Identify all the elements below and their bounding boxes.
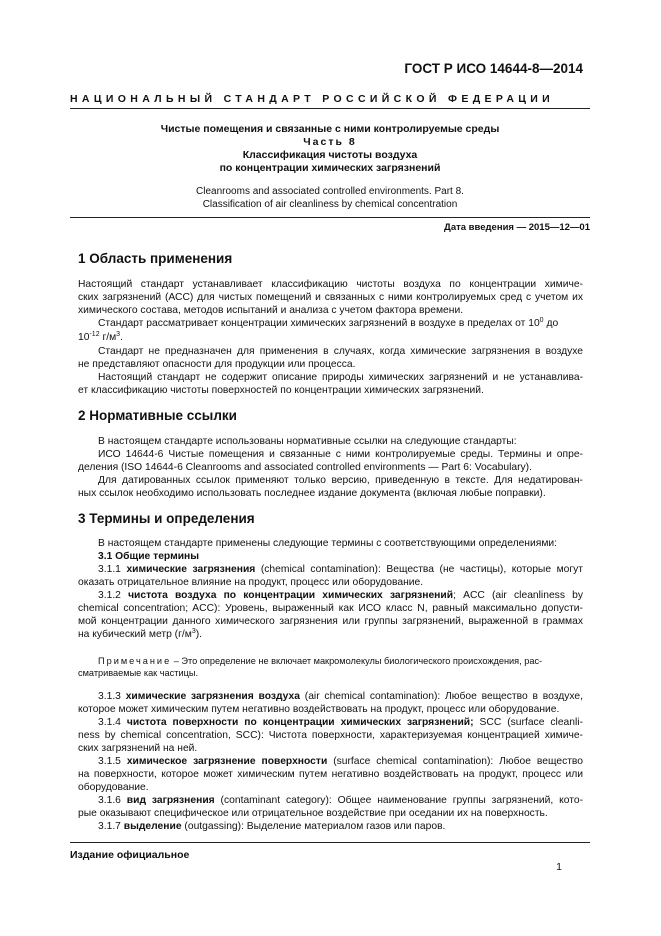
term-3-1-5-l1: 3.1.5 химическое загрязнение поверхности (surface chemical contamination): Любое вещество [98,756,584,767]
standard-type-banner: НАЦИОНАЛЬНЫЙ СТАНДАРТ РОССИЙСКОЙ ФЕДЕРАЦИИ [70,93,555,105]
s1-p4-l2: ет классификацию чистоты поверхностей по концентрации химических загрязнений. [78,385,484,396]
s2-p2-l2: деления (ISO 14644-6 Cleanrooms and associated controlled environments — Part 6: Vocabulary). [78,462,532,473]
title-part: Часть 8 [303,136,357,148]
title-line-3: Классификация чистоты воздуха [242,149,418,161]
section-1-heading: 1 Область применения [78,251,233,266]
s1-p1-l2: ских загрязнений (АСС) для чистых помещений и связанных с ними контролируемых сред с учетом их [78,292,583,303]
term-3-1-2-l1: 3.1.2 чистота воздуха по концентрации химических загрязнений; ACC (air cleanliness by [98,590,584,601]
edition-label: Издание официальное [70,849,190,861]
term-3-1-3-l2: которое может химическим путем негативно воздействовать на продукт, процесс или оборудование. [78,704,560,715]
term-3-1-4-l1: 3.1.4 чистота поверхности по концентрации химических загрязнений; SCC (surface cleanli- [98,717,583,728]
page-number: 1 [556,861,562,873]
term-3-1-6-l2: рые оказывают специфическое или отрицательное воздействие при оседании их на поверхность. [78,808,548,819]
term-3-1-5-l3: оборудование. [78,782,149,793]
term-3-1-7-l1: 3.1.7 выделение (outgassing): Выделение материалом газов или паров. [98,821,446,832]
term-3-1-2-l3: мой концентрации данного химического загрязнения или группы загрязнений, выраженной в граммах [78,616,583,627]
title-line-4: по концентрации химических загрязнений [219,162,441,174]
s1-p3-l1: Стандарт не предназначен для применения в случаях, когда химические загрязнения в воздухе [98,346,583,357]
term-3-1-2-l2: chemical concentration; ACC): Уровень, выраженный как ИСО класс N, равный максимально допусти- [78,603,583,614]
s1-p2-l2: $10^{-12}$ $г/м^3$. [78,331,123,343]
s3-sub-3-1: 3.1 Общие термины [98,551,200,562]
term-3-1-4-l2: ness by chemical concentration, SCC): Чистота поверхности, характеризуемая концентрацией химиче- [78,730,583,741]
term-3-1-2-l4: на кубический метр $(г/м^3)$. [78,628,203,640]
term-3-1-3-l1: 3.1.3 химические загрязнения воздуха (air chemical contamination): Любое вещество в воздухе, [98,691,584,702]
title-line-1: Чистые помещения и связанные с ними контролируемые среды [160,123,500,135]
s1-p1-l3: химического состава, методов испытаний и анализа с учетом фактора времени. [78,305,464,316]
section-2-heading: 2 Нормативные ссылки [78,408,237,423]
introduction-date: Дата введения — 2015—12—01 [444,222,590,233]
footer-rule [70,842,590,843]
s2-p2-l1: ИСО 14644-6 Чистые помещения и связанные с ними контролируемые среды. Термины и опре- [98,449,583,460]
date-rule [70,217,590,218]
s1-p3-l2: не представляют опасности для продукции или процесса. [78,359,356,370]
section-3-heading: 3 Термины и определения [78,511,255,526]
header-rule [70,108,590,109]
term-3-1-1-l1: 3.1.1 химические загрязнения (chemical contamination): Вещества (не частицы), которые могут [98,564,584,575]
s2-p1: В настоящем стандарте использованы нормативные ссылки на следующие стандарты: [98,436,517,447]
term-3-1-4-l3: ских загрязнений на ней. [78,743,198,754]
s1-p4-l1: Настоящий стандарт не содержит описание природы химических загрязнений и не устанавлива- [98,372,583,383]
note-l1: Примечание – Это определение не включает макромолекулы биологического происхождения, рас- [98,656,543,666]
s2-p3-l1: Для датированных ссылок применяют только версию, приведенную в тексте. Для недатирован- [98,475,583,486]
term-3-1-6-l1: 3.1.6 вид загрязнения (contaminant category): Общее наименование группы загрязнений, кото- [98,795,584,806]
s1-p2-l1: Стандарт рассматривает концентрации химических загрязнений в воздухе в пределах от $10^0$ до [98,317,559,329]
term-3-1-5-l2: на поверхности, которое может химическим путем негативно воздействовать на продукт, процесс или [78,769,583,780]
note-l2: сматриваемые как частицы. [78,668,198,678]
s1-p1-l1: Настоящий стандарт устанавливает классификацию чистоты воздуха по концентрации химиче- [78,279,583,290]
term-3-1-1-l2: оказать отрицательное влияние на продукт, процесс или оборудование. [78,577,424,588]
s2-p3-l2: ных ссылок необходимо использовать последнее издание документа (включая любые поправки). [78,488,546,499]
s3-intro: В настоящем стандарте применены следующие термины с соответствующими определениями: [98,538,558,549]
title-en-line-1: Cleanrooms and associated controlled environments. Part 8. [196,186,464,197]
document-number: ГОСТ Р ИСО 14644-8—2014 [404,61,583,76]
title-en-line-2: Classification of air cleanliness by chemical concentration [202,199,458,210]
